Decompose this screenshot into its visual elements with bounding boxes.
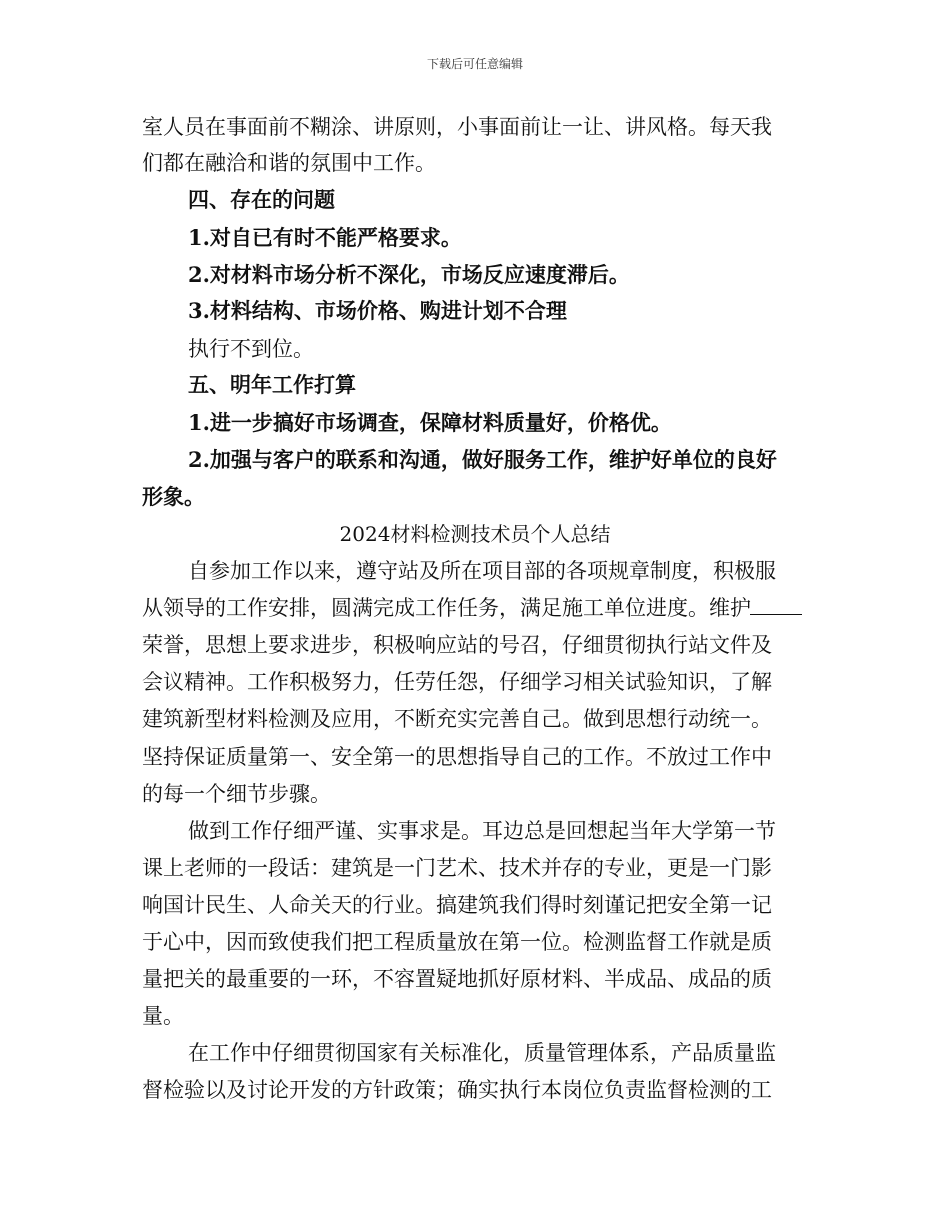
paragraph-line: 坚持保证质量第一、安全第一的思想指导自己的工作。不放过工作中 — [142, 745, 772, 769]
paragraph-line: 会议精神。工作积极努力，任劳任怨，仔细学习相关试验知识，了解 — [142, 670, 772, 694]
list-item: 3.材料结构、市场价格、购进计划不合理 — [188, 298, 567, 323]
paragraph-line: 量。 — [142, 1004, 184, 1028]
body-text-line: 们都在融洽和谐的氛围中工作。 — [142, 151, 436, 175]
paragraph-line: 荣誉，思想上要求进步，积极响应站的号召，仔细贯彻执行站文件及 — [142, 633, 772, 657]
paragraph-line: 督检验以及讨论开发的方针政策；确实执行本岗位负责监督检测的工 — [142, 1078, 772, 1102]
paragraph-line: 的每一个细节步骤。 — [142, 782, 331, 806]
paragraph-line: 建筑新型材料检测及应用，不断充实完善自己。做到思想行动统一。 — [142, 707, 772, 731]
list-item: 1.进一步搞好市场调查，保障材料质量好，价格优。 — [188, 410, 672, 435]
paragraph-line: 做到工作仔细严谨、实事求是。耳边总是回想起当年大学第一节 — [188, 819, 776, 843]
paragraph-line: 自参加工作以来，遵守站及所在项目部的各项规章制度，积极服 — [188, 559, 776, 583]
section-heading: 四、存在的问题 — [188, 187, 335, 212]
paragraph-line: 于心中，因而致使我们把工程质量放在第一位。检测监督工作就是质 — [142, 930, 772, 954]
list-item-continuation: 形象。 — [142, 484, 205, 509]
blank-underline — [750, 596, 802, 615]
list-item: 2.加强与客户的联系和沟通，做好服务工作，维护好单位的良好 — [188, 447, 777, 472]
list-item: 1.对自已有时不能严格要求。 — [188, 225, 462, 250]
paragraph-line: 从领导的工作安排，圆满完成工作任务，满足施工单位进度。维护 — [142, 596, 751, 620]
list-item: 2.对材料市场分析不深化，市场反应速度滞后。 — [188, 262, 630, 287]
paragraph-line: 响国计民生、人命关天的行业。搞建筑我们得时刻谨记把安全第一记 — [142, 893, 772, 917]
section-heading: 五、明年工作打算 — [188, 372, 356, 397]
list-item-continuation: 执行不到位。 — [188, 337, 314, 361]
page-header: 下载后可任意编辑 — [426, 57, 523, 71]
body-text-line: 室人员在事面前不糊涂、讲原则，小事面前让一让、讲风格。每天我 — [142, 115, 772, 139]
paragraph-line: 课上老师的一段话：建筑是一门艺术、技术并存的专业，更是一门影 — [142, 856, 772, 880]
paragraph-line: 量把关的最重要的一环，不容置疑地抓好原材料、半成品、成品的质 — [142, 967, 772, 991]
document-title: 2024材料检测技术员个人总结 — [339, 522, 611, 546]
paragraph-line: 在工作中仔细贯彻国家有关标准化，质量管理体系，产品质量监 — [188, 1041, 776, 1065]
